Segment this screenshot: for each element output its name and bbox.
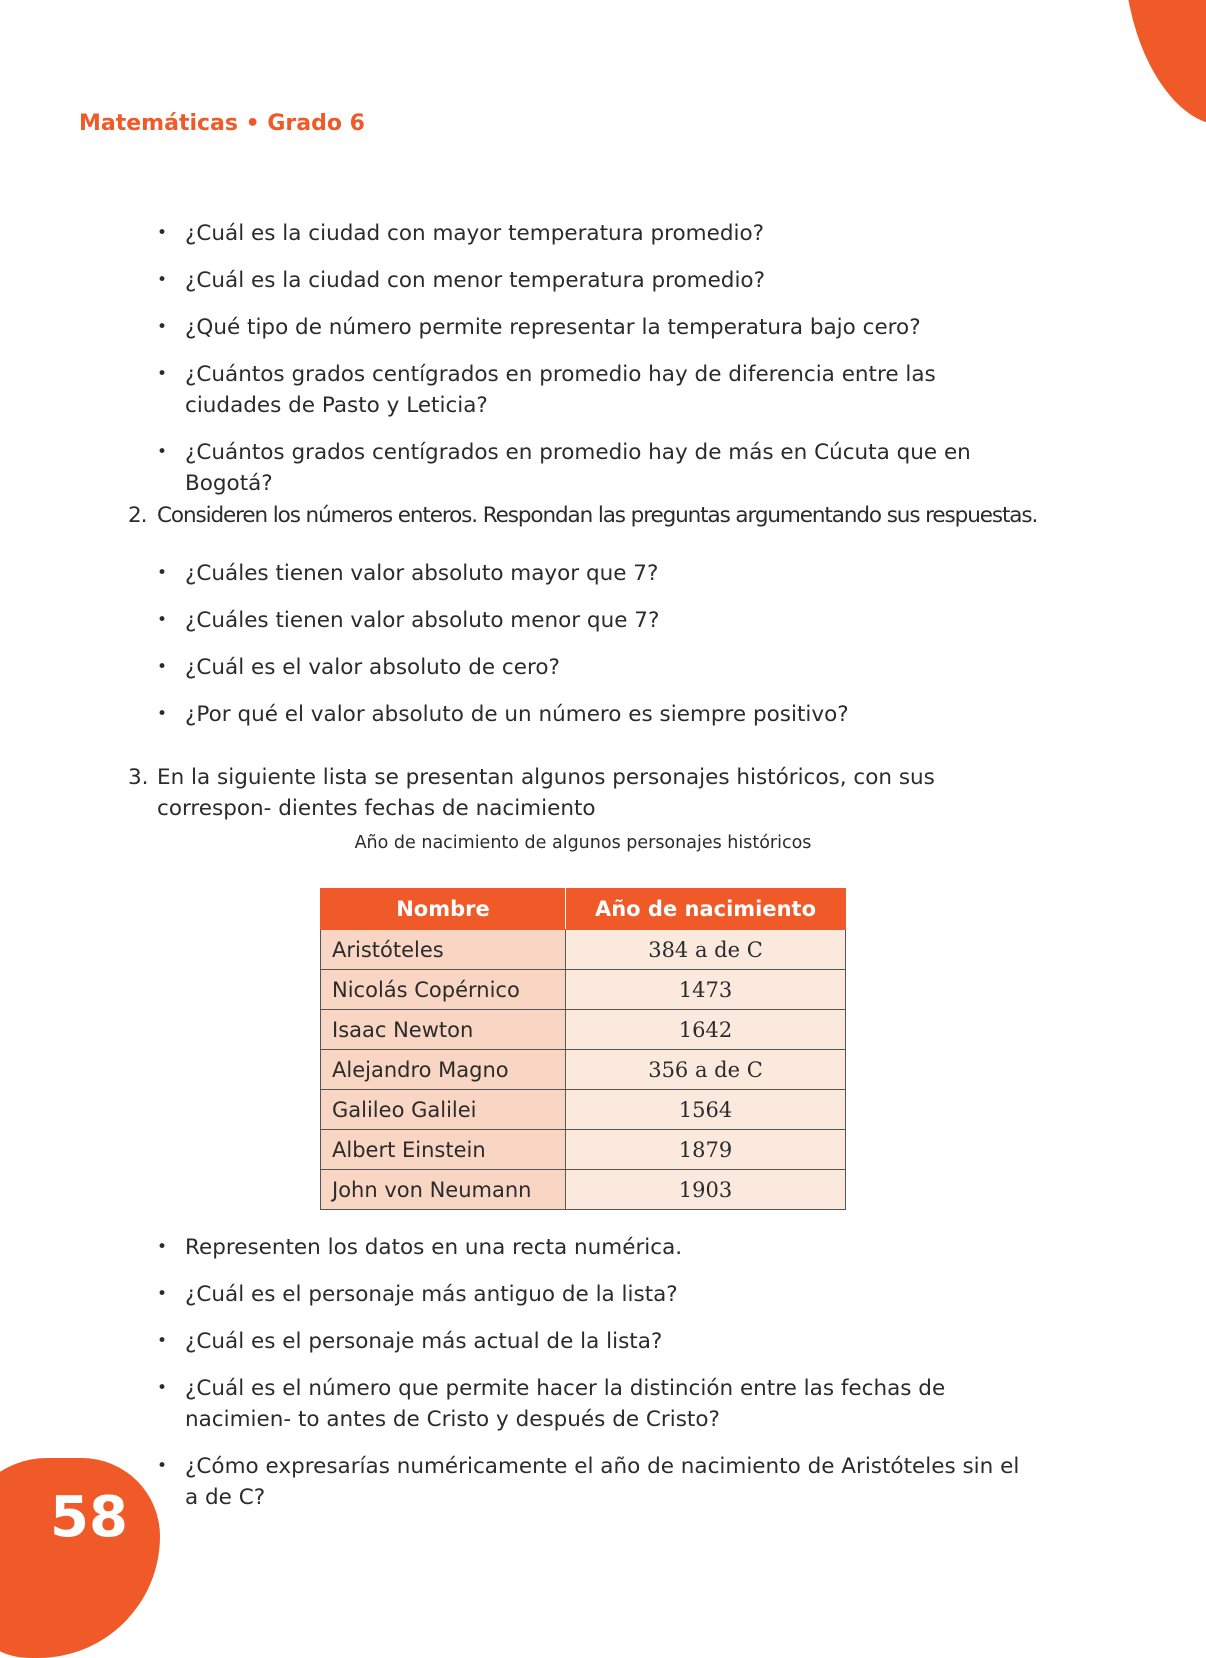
table-row — [321, 1050, 846, 1090]
list-item: • Representen los datos en una recta numérica. — [157, 1232, 1037, 1263]
year-cell: 1903 — [566, 1170, 846, 1210]
year-cell: 1642 — [566, 1010, 846, 1050]
table-row — [321, 1130, 846, 1170]
year-cell: 1879 — [566, 1130, 846, 1170]
name-cell: Alejandro Magno — [321, 1050, 566, 1090]
list-item: • ¿Cuál es la ciudad con mayor temperatura promedio? — [157, 218, 1037, 249]
bullet-icon: • — [157, 1284, 168, 1304]
name-cell: John von Neumann — [321, 1170, 566, 1210]
page-header-title: Matemáticas • Grado 6 — [79, 111, 365, 136]
list-item: • ¿Qué tipo de número permite representar la temperatura bajo cero? — [157, 312, 1037, 343]
absolute-value-questions-list — [157, 558, 1037, 746]
list-item: • ¿Cuál es el personaje más actual de la lista? — [157, 1326, 1037, 1357]
table-row — [321, 930, 846, 970]
list-item: • ¿Cuál es el número que permite hacer la distinción entre las fechas de nacimien- to antes de Cristo y después de Cristo? — [157, 1373, 1037, 1435]
table-caption: Año de nacimiento de algunos personajes históricos — [354, 833, 812, 853]
corner-decoration — [1116, 0, 1206, 139]
historical-questions-list — [157, 1232, 1037, 1529]
bullet-icon: • — [157, 223, 168, 243]
page-number: 58 — [50, 1485, 128, 1550]
bullet-icon: • — [157, 442, 168, 462]
name-cell: Nicolás Copérnico — [321, 970, 566, 1010]
column-header-name: Nombre — [321, 889, 566, 930]
exercise-text: En la siguiente lista se presentan algunos personajes históricos, con sus correspon- dientes fechas de nacimiento — [157, 765, 935, 821]
bullet-icon: • — [157, 704, 168, 724]
table-row — [321, 970, 846, 1010]
bullet-icon: • — [157, 1378, 168, 1398]
bullet-icon: • — [157, 364, 168, 384]
list-item: • ¿Cuál es el valor absoluto de cero? — [157, 652, 1037, 683]
bullet-icon: • — [157, 1331, 168, 1351]
bullet-icon: • — [157, 270, 168, 290]
name-cell: Isaac Newton — [321, 1010, 566, 1050]
name-cell: Aristóteles — [321, 930, 566, 970]
bullet-icon: • — [157, 1456, 168, 1476]
exercise-2 — [128, 500, 1038, 531]
list-item: • ¿Cuál es la ciudad con menor temperatura promedio? — [157, 265, 1037, 296]
table-header-row — [321, 889, 846, 930]
list-item: • ¿Cómo expresarías numéricamente el año de nacimiento de Aristóteles sin el a de C? — [157, 1451, 1037, 1513]
list-item: • ¿Cuáles tienen valor absoluto menor que 7? — [157, 605, 1037, 636]
year-cell: 384 a de C — [566, 930, 846, 970]
temperature-questions-list — [157, 218, 1037, 515]
bullet-icon: • — [157, 317, 168, 337]
table-row — [321, 1010, 846, 1050]
bullet-icon: • — [157, 1237, 168, 1257]
list-item: • ¿Cuántos grados centígrados en promedio hay de más en Cúcuta que en Bogotá? — [157, 437, 1037, 499]
list-item: • ¿Cuál es el personaje más antiguo de la lista? — [157, 1279, 1037, 1310]
exercise-3 — [128, 762, 1038, 824]
year-cell: 1473 — [566, 970, 846, 1010]
list-item: • ¿Por qué el valor absoluto de un número es siempre positivo? — [157, 699, 1037, 730]
birth-year-table — [320, 888, 846, 1210]
table-row — [321, 1170, 846, 1210]
bullet-icon: • — [157, 610, 168, 630]
exercise-number: 2. — [128, 503, 147, 528]
exercise-number: 3. — [128, 765, 149, 790]
bullet-icon: • — [157, 657, 168, 677]
bullet-icon: • — [157, 563, 168, 583]
year-cell: 1564 — [566, 1090, 846, 1130]
table-row — [321, 1090, 846, 1130]
exercise-text: Consideren los números enteros. Respondan las preguntas argumentando sus respuestas. — [157, 503, 1038, 528]
year-cell: 356 a de C — [566, 1050, 846, 1090]
name-cell: Galileo Galilei — [321, 1090, 566, 1130]
list-item: • ¿Cuántos grados centígrados en promedio hay de diferencia entre las ciudades de Pasto y Leticia? — [157, 359, 1037, 421]
column-header-year: Año de nacimiento — [566, 889, 846, 930]
list-item: • ¿Cuáles tienen valor absoluto mayor que 7? — [157, 558, 1037, 589]
name-cell: Albert Einstein — [321, 1130, 566, 1170]
